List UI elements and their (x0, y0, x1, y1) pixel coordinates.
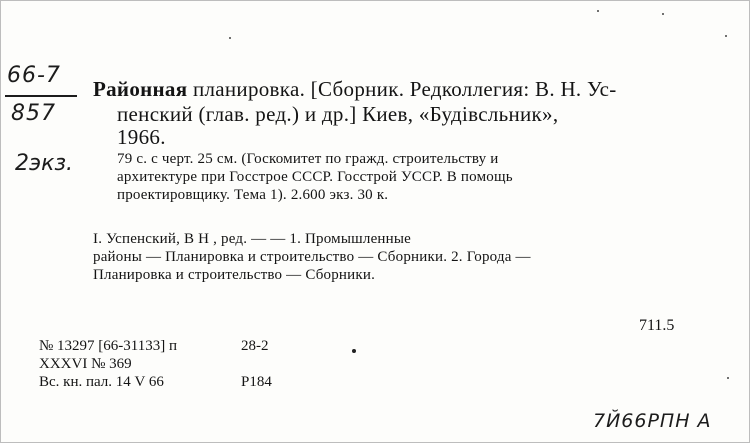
ink-dot (352, 349, 356, 353)
ink-speck (725, 35, 727, 37)
handwritten-call-number-top: 66-7 (7, 63, 61, 88)
tracing-line-3: Планировка и строительство — Сборники. (93, 267, 376, 283)
description-line-2: архитектуре при Госстрое СССР. Госстрой УССР. В помощь (117, 169, 513, 185)
ink-speck (597, 10, 599, 12)
title-line-2 (117, 102, 558, 127)
description-line-1: 79 с. с черт. 25 см. (Госкомитет по гражд. строительству и (117, 151, 499, 167)
ink-speck (229, 37, 231, 39)
tracing-line-2: районы — Планировка и строительство — Сборники. 2. Города — (93, 249, 531, 265)
tracing-line-1: I. Успенский, В Н , ред. — — 1. Промышленные (93, 231, 412, 247)
ink-speck (662, 13, 664, 15)
title-line-1 (93, 77, 617, 102)
handwritten-bottom-note: 7Й66РПН А (593, 410, 712, 432)
accession-line-2: XXXVI № 369 (39, 356, 132, 372)
accession-line-1-code: 28-2 (241, 338, 269, 354)
description-line-3: проектировщику. Тема 1). 2.600 экз. 30 к. (117, 187, 389, 203)
accession-line-1: № 13297 [66-31133] п (39, 338, 178, 354)
title-line-3 (117, 125, 166, 150)
handwritten-copies-note: 2экз. (15, 151, 74, 176)
ink-speck (727, 377, 729, 379)
classification-number: 711.5 (639, 317, 675, 334)
title-line-2-text: пенский (глав. ред.) и др.] Киев, «Будівсльник», (117, 102, 559, 126)
accession-line-3-code: Р184 (241, 374, 272, 390)
title-line-1-text: планировка. [Сборник. Редколлегия: В. Н. Ус- (187, 77, 617, 101)
call-number-rule (5, 95, 77, 97)
accession-line-3: Вс. кн. пал. 14 V 66 (39, 374, 164, 390)
title-line-3-text: 1966. (117, 125, 166, 149)
title-heading-word: Районная (93, 77, 188, 101)
handwritten-call-number-bottom: 857 (11, 101, 56, 126)
